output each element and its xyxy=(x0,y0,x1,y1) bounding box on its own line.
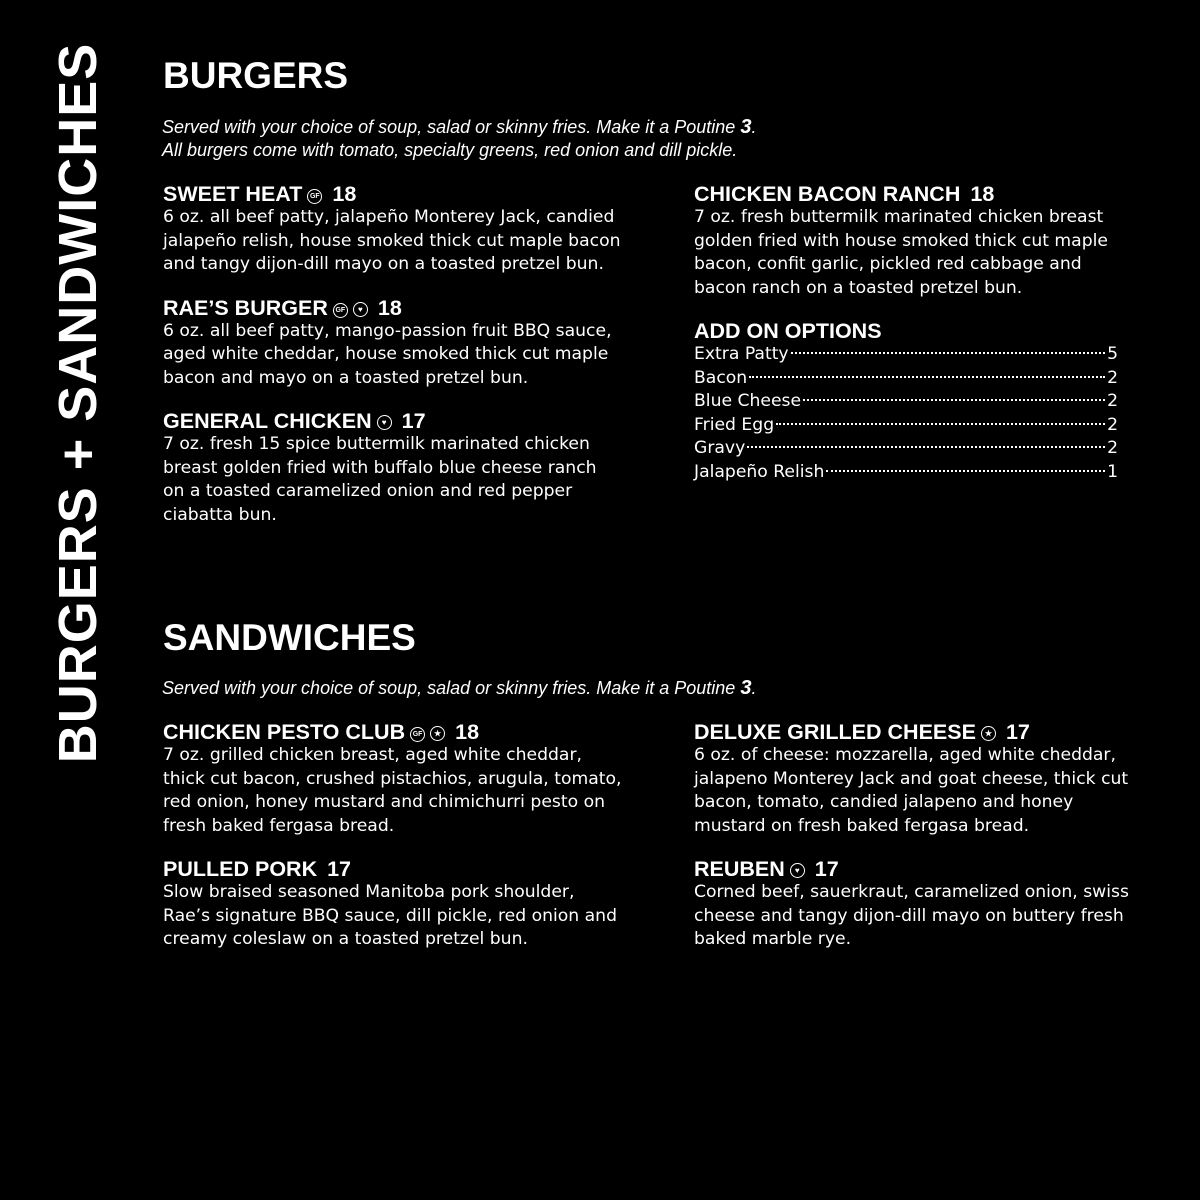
item-description: 7 oz. grilled chicken breast, aged white cheddar, thick cut bacon, crushed pistachios, arugula, tomato, red onion, honey mustard and chimichurri pesto on fresh baked fergasa bread. xyxy=(163,745,622,836)
item-price: 18 xyxy=(970,182,995,206)
burgers-intro-end: . xyxy=(751,117,757,137)
menu-item-chicken-pesto-club xyxy=(163,720,623,838)
gluten-free-icon: GF xyxy=(307,189,322,204)
burgers-intro-text: Served with your choice of soup, salad or skinny fries. Make it a Poutine xyxy=(162,117,736,137)
burgers-intro xyxy=(162,116,756,162)
add-on-price: 2 xyxy=(1107,438,1118,458)
sandwiches-left-column xyxy=(163,720,623,952)
burgers-intro-line2: All burgers come with tomato, specialty greens, red onion and dill pickle. xyxy=(162,140,738,160)
item-price: 17 xyxy=(814,857,839,881)
menu-item-pulled-pork xyxy=(163,857,623,952)
add-on-label: Gravy xyxy=(694,438,746,458)
heart-icon xyxy=(353,302,368,317)
item-price: 18 xyxy=(332,182,357,206)
add-on-price: 2 xyxy=(1107,367,1118,388)
side-title xyxy=(48,42,108,764)
burgers-right-column xyxy=(694,182,1134,484)
sandwiches-poutine-price: 3 xyxy=(740,677,752,699)
item-price: 17 xyxy=(401,409,426,433)
burgers-title: BURGERS xyxy=(163,55,349,96)
menu-item-raes-burger xyxy=(163,296,623,391)
star-icon xyxy=(430,726,445,741)
item-name: REUBEN xyxy=(694,857,785,881)
item-name: DELUXE GRILLED CHEESE xyxy=(694,720,976,744)
add-on-row xyxy=(694,390,1118,414)
heart-icon xyxy=(790,863,805,878)
sandwiches-intro-end: . xyxy=(751,678,757,698)
add-on-label: Extra Patty xyxy=(694,344,789,364)
leader-dots xyxy=(747,446,1105,448)
item-description: 6 oz. all beef patty, jalapeño Monterey Jack, candied jalapeño relish, house smoked thick cut maple bacon and tangy dijon-dill mayo on a toasted pretzel bun. xyxy=(163,207,621,274)
item-name: SWEET HEAT xyxy=(163,182,303,206)
item-description: 7 oz. fresh buttermilk marinated chicken breast golden fried with house smoked thick cut maple bacon, confit garlic, pickled red cabbage and bacon ranch on a toasted pretzel bun. xyxy=(694,207,1108,298)
heart-icon xyxy=(377,415,392,430)
add-on-price: 1 xyxy=(1107,461,1118,482)
item-name: CHICKEN PESTO CLUB xyxy=(163,720,406,744)
add-on-label: Bacon xyxy=(694,367,748,388)
star-icon xyxy=(981,726,996,741)
leader-dots xyxy=(826,470,1105,472)
add-on-options xyxy=(694,319,1134,484)
leader-dots xyxy=(791,352,1105,354)
gluten-free-icon: GF xyxy=(333,303,348,318)
item-name: RAE’S BURGER xyxy=(163,295,328,320)
item-price: 18 xyxy=(377,295,402,320)
sandwiches-title: SANDWICHES xyxy=(163,617,416,658)
add-on-row xyxy=(694,461,1118,485)
item-description: 6 oz. of cheese: mozzarella, aged white cheddar, jalapeno Monterey Jack and goat cheese, thick cut bacon, tomato, candied jalapeno and honey mustard on fresh baked fergasa bread. xyxy=(694,745,1129,836)
burgers-left-column xyxy=(163,182,623,527)
leader-dots xyxy=(776,423,1105,425)
item-name: GENERAL CHICKEN xyxy=(163,409,372,433)
gluten-free-icon: GF xyxy=(410,727,425,742)
add-on-row xyxy=(694,367,1118,391)
leader-dots xyxy=(803,399,1105,401)
add-on-label: Fried Egg xyxy=(694,414,775,435)
menu-item-general-chicken xyxy=(163,409,623,527)
item-name: PULLED PORK xyxy=(163,857,318,881)
add-on-label: Blue Cheese xyxy=(694,391,802,411)
side-title-text: BURGERS + SANDWICHES xyxy=(48,42,108,764)
add-on-price: 2 xyxy=(1107,414,1118,435)
sandwiches-intro xyxy=(162,677,756,700)
sandwiches-intro-text: Served with your choice of soup, salad or skinny fries. Make it a Poutine xyxy=(162,678,736,698)
add-on-price: 2 xyxy=(1107,391,1118,411)
item-description: 7 oz. fresh 15 spice buttermilk marinated chicken breast golden fried with buffalo blue cheese ranch on a toasted caramelized onion and red pepper ciabatta bun. xyxy=(163,434,597,525)
add-on-price: 5 xyxy=(1107,344,1118,364)
add-on-label: Jalapeño Relish xyxy=(694,461,825,482)
item-price: 17 xyxy=(1005,720,1030,744)
burgers-poutine-price: 3 xyxy=(740,116,752,138)
item-description: Corned beef, sauerkraut, caramelized onion, swiss cheese and tangy dijon-dill mayo on buttery fresh baked marble rye. xyxy=(694,882,1129,949)
item-name: CHICKEN BACON RANCH xyxy=(694,182,961,206)
menu-item-reuben xyxy=(694,857,1134,952)
add-on-row xyxy=(694,343,1118,367)
add-on-row xyxy=(694,437,1118,461)
item-price: 17 xyxy=(327,857,352,881)
leader-dots xyxy=(749,376,1105,378)
menu-item-sweet-heat xyxy=(163,182,623,277)
menu-item-chicken-bacon-ranch xyxy=(694,182,1134,300)
menu-item-deluxe-grilled-cheese xyxy=(694,720,1134,838)
add-on-title: ADD ON OPTIONS xyxy=(694,319,882,343)
sandwiches-right-column xyxy=(694,720,1134,952)
item-price: 18 xyxy=(455,720,480,744)
add-on-row xyxy=(694,414,1118,438)
item-description: Slow braised seasoned Manitoba pork shoulder, Rae’s signature BBQ sauce, dill pickle, red onion and creamy coleslaw on a toasted pretzel bun. xyxy=(163,882,617,949)
item-description: 6 oz. all beef patty, mango-passion fruit BBQ sauce, aged white cheddar, house smoked thick cut maple bacon and mayo on a toasted pretzel bun. xyxy=(163,320,612,388)
